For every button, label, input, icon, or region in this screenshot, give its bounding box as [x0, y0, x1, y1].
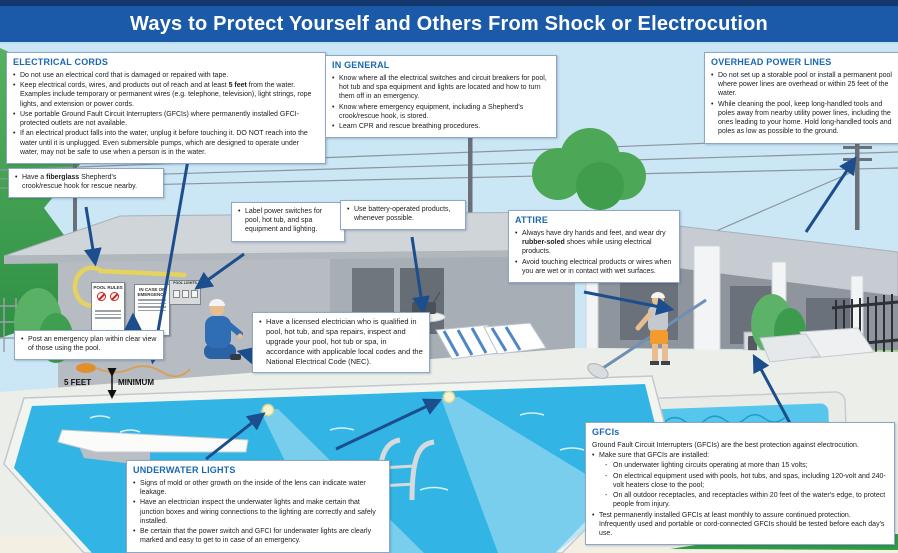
switch-icon: [191, 290, 198, 298]
light-switch-panel: [169, 280, 201, 305]
callout-battery-products: [340, 200, 466, 230]
callout-shepherds-crook: [8, 168, 164, 198]
bullet-item: • Know where all the electrical switches and circuit breakers for pool, hot tub and spa equipment and lights are located and how to turn them off in an emergency.: [332, 74, 550, 102]
title-bar: [0, 6, 898, 44]
callout-heading: ATTIRE: [515, 215, 549, 225]
bullet-item: • Know where emergency equipment, including a Shepherd's crook/rescue hook, is stored.: [332, 103, 550, 121]
no-symbol-icon: [110, 292, 119, 301]
pool-rules-sign: [91, 282, 125, 332]
callout-licensed-electrician: [252, 312, 430, 373]
gfcis-intro: Ground Fault Circuit Interrupters (GFCIs) are the best protection against electrocution.: [592, 441, 859, 449]
bullet-item: • While cleaning the pool, keep long-handled tools and poles away from nearby utility power lines, including the ones leading to your home. Hold long-handled tools and poles as low as possible to the ground.: [711, 100, 893, 137]
bullet-item: • Be certain that the power switch and GFCI for underwater lights are clearly marked and easy to get to in case of an emergency.: [133, 527, 383, 545]
callout-gfcis: [585, 422, 895, 545]
page-title: Ways to Protect Yourself and Others From Shock or Electrocution: [130, 12, 768, 35]
no-symbol-icon: [97, 292, 106, 301]
bullet-item: • Post an emergency plan within clear view of those using the pool.: [21, 335, 157, 353]
bullet-item: • Signs of mold or other growth on the inside of the lens can indicate water leakage.: [133, 479, 383, 497]
minimum-label: MINIMUM: [118, 378, 154, 387]
bullet-item: • Have a licensed electrician who is qualified in pool, hot tub, and spa repairs, inspect and upgrade your pool, hot tub or spa, in accordance with applicable local codes and the National Electrical Code (NEC).: [259, 317, 423, 366]
bullet-item: - On all outdoor receptacles, and receptacles within 20 feet of the water's edge, to protect people from injury.: [605, 491, 888, 509]
emergency-plan-sign: [134, 284, 170, 336]
bullet-item: • Make sure that GFCIs are installed:: [592, 451, 888, 460]
bullet-item: • Keep electrical cords, wires, and products out of reach and at least 5 feet from the water. Examples include temporary or permanent wires (e.g. telephone, television), light strings, rope lights, and extension or power cords.: [13, 81, 319, 109]
callout-underwater-lights: [126, 460, 390, 553]
bullet-item: • Use battery-operated products, whenever possible.: [347, 205, 459, 223]
callout-attire: [508, 210, 680, 283]
callout-heading: GFCIs: [592, 427, 620, 437]
underwater-light-icon: [444, 392, 455, 403]
switch-icon: [182, 290, 189, 298]
callout-heading: IN GENERAL: [332, 60, 390, 70]
callout-in-general: [325, 55, 557, 138]
bullet-item: • Do not use an electrical cord that is damaged or repaired with tape.: [13, 71, 319, 80]
callout-heading: UNDERWATER LIGHTS: [133, 465, 236, 475]
switch-panel-label: POOL LIGHTS: [173, 281, 197, 285]
switch-icon: [173, 290, 180, 298]
emergency-sign-title: IN CASE OF EMERGENCY: [137, 287, 167, 298]
bullet-item: • Label power switches for pool, hot tub, and spa equipment and lighting.: [238, 207, 338, 235]
underwater-light-icon: [263, 405, 274, 416]
bullet-item: - On underwater lighting circuits operating at more than 15 volts;: [605, 461, 888, 470]
bullet-item: • Have a fiberglass Shepherd's crook/rescue hook for rescue nearby.: [15, 173, 157, 191]
callout-emergency-plan: [14, 330, 164, 360]
callout-heading: ELECTRICAL CORDS: [13, 57, 109, 67]
bullet-item: • Have an electrician inspect the underwater lights and make certain that junction boxes and wiring connections to the lighting are correctly and safely installed.: [133, 498, 383, 526]
bullet-item: - On electrical equipment used with pools, hot tubs, and spas, including 120-volt and 240-volt heaters close to the pool;: [605, 472, 888, 490]
bullet-item: • Always have dry hands and feet, and wear dry rubber-soled shoes while using electrical products.: [515, 229, 673, 257]
callout-heading: OVERHEAD POWER LINES: [711, 57, 832, 67]
pool-rules-sign-title: POOL RULES: [93, 285, 123, 290]
callout-electrical-cords: [6, 52, 326, 164]
bullet-item: • If an electrical product falls into the water, unplug it before touching it. DO NOT reach into the water until it is unplugged. Even submersible pumps, which are designed to operate under water, may not be safe to use when a person is in the water.: [13, 129, 319, 157]
callout-overhead-power-lines: [704, 52, 898, 144]
bullet-item: • Do not set up a storable pool or install a permanent pool where power lines are overhead or within 25 feet of the water.: [711, 71, 893, 99]
bullet-item: • Learn CPR and rescue breathing procedures.: [332, 122, 550, 131]
bullet-item: • Avoid touching electrical products or wires when you are wet or in contact with wet surfaces.: [515, 258, 673, 276]
five-feet-label: 5 FEET: [64, 378, 92, 387]
bullet-item: • Test permanently installed GFCIs at least monthly to assure continued protection. Infrequently used and portable or cord-connected GFCIs should be tested before each day's use.: [592, 511, 888, 539]
bullet-item: • Use portable Ground Fault Circuit Interrupters (GFCIs) where permanently installed GFCI-protected outlets are not available.: [13, 110, 319, 128]
callout-label-switches: [231, 202, 345, 242]
